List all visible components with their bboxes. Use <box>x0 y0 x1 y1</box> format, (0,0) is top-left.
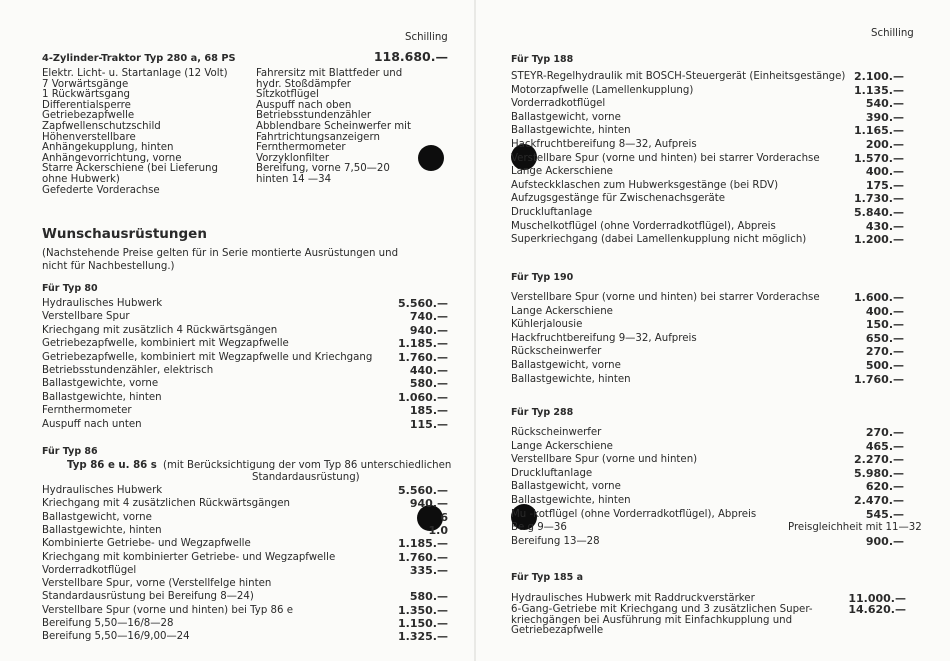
price-item-label: STEYR-Regelhydraulik mit BOSCH-Steuergerät (Einheitsgestänge) <box>511 71 846 82</box>
price-item-value: 1.0 <box>428 523 448 537</box>
price-item-label: Kombinierte Getriebe- und Wegzapfwelle <box>42 538 251 550</box>
price-item-value: 1.600.— <box>854 291 904 304</box>
equipment-item: Anhängevorrichtung, vorne <box>42 152 182 164</box>
price-item-value: 940.— <box>409 497 448 511</box>
price-item-label: Verstellbare Spur (vorne und hinten) <box>511 454 698 466</box>
price-item-label: Ballastgewicht, vorne <box>42 511 152 523</box>
price-item-note: Preisgleichheit mit 11—32 <box>788 522 922 534</box>
standard-equipment-list-2 <box>256 69 411 186</box>
price-item-value: 580.— <box>409 377 448 391</box>
equipment-item: Fernthermometer <box>256 142 346 154</box>
price-item-label: Hydraulisches Hubwerk <box>42 485 163 496</box>
price-item-value: 200.— <box>865 138 904 151</box>
equipment-item: Fahrtrichtungsanzeigern <box>256 131 380 143</box>
model-price: 118.680.— <box>373 49 448 64</box>
equipment-item: Betriebsstundenzähler <box>256 110 372 122</box>
currency-label: Schilling <box>871 28 914 39</box>
equipment-item: ohne Hubwerk) <box>42 173 120 185</box>
price-item-value: 270.— <box>865 345 904 359</box>
price-item-label: Ballastgewichte, hinten <box>42 524 162 536</box>
typ188-title: Für Typ 188 <box>511 54 574 65</box>
price-item-value: 1.730.— <box>854 192 904 206</box>
punch-hole <box>418 145 444 171</box>
equipment-item: Höhenverstellbare <box>42 131 136 143</box>
price-item-value: 430.— <box>865 219 904 233</box>
price-item-value: 900.— <box>865 534 904 548</box>
price-item-value: 650.— <box>865 331 904 345</box>
price-item-label: Rückscheinwerfer <box>511 346 602 358</box>
price-item-value: 465.— <box>865 439 904 453</box>
equipment-item: Gefederte Vorderachse <box>42 184 160 196</box>
price-item-value: 1.185.— <box>398 337 448 351</box>
section-title: Wunschausrüstungen <box>42 226 207 242</box>
equipment-item: Zapfwellenschutzschild <box>42 120 161 132</box>
price-item-label: Ballastgewicht, vorne <box>511 481 621 493</box>
equipment-item: Starre Ackerschiene (bei Lieferung <box>42 163 218 175</box>
price-item-value: 1.185.— <box>398 537 448 551</box>
price-item-label: Standardausrüstung bei Bereifung 8—24) <box>42 591 254 603</box>
price-item-value: 335.— <box>409 563 448 577</box>
price-item-label: Ballastgewichte, hinten <box>511 373 631 385</box>
price-item-label: Auspuff nach unten <box>42 418 142 430</box>
price-item-value: 620.— <box>865 480 904 494</box>
typ86-subnote-2: Standardausrüstung) <box>252 472 360 483</box>
typ185a-title: Für Typ 185 a <box>511 572 583 583</box>
price-item-value: 270.— <box>865 426 904 439</box>
price-item-label: Verstellbare Spur (vorne und hinten) bei starrer Vorderachse <box>511 292 820 303</box>
price-item-label: Aufzugsgestänge für Zwischenachsgeräte <box>511 193 726 205</box>
equipment-item: Vorzyklonfilter <box>256 152 330 164</box>
price-item-label: Ballastgewichte, hinten <box>42 391 162 403</box>
typ86-subnote-1: (mit Berücksichtigung der vom Typ 86 unterschiedlichen <box>163 460 452 471</box>
equipment-item: hydr. Stoßdämpfer <box>256 78 351 90</box>
price-item-label: Lange Ackerschiene <box>511 166 613 178</box>
equipment-item: 7 Vorwärtsgänge <box>42 78 129 90</box>
price-item-value: 1.060.— <box>398 390 448 404</box>
price-item-label: Lange Ackerschiene <box>511 440 613 452</box>
price-item-value: 1.135.— <box>854 83 904 97</box>
price-item-value: 1.760.— <box>398 350 448 364</box>
price-item-value: 2.100.— <box>854 70 904 83</box>
price-item-label: Verstellbare Spur (vorne und hinten) bei Typ 86 e <box>42 604 294 616</box>
typ86-title: Für Typ 86 <box>42 446 98 457</box>
price-item-value: 1.760.— <box>854 372 904 386</box>
price-item-value: 185.— <box>409 404 448 418</box>
price-item-label: Muschelkotflügel (ohne Vorderradkotflügel), Abpreis <box>511 220 776 232</box>
typ86-subtitle: Typ 86 e u. 86 s <box>67 460 157 471</box>
price-item-value: 150.— <box>865 318 904 332</box>
price-item-label: Hydraulisches Hubwerk <box>42 298 163 309</box>
price-item-value: 390.— <box>865 110 904 124</box>
model-title: 4-Zylinder-Traktor Typ 280 a, 68 PS <box>42 53 236 64</box>
price-item-label: Hydraulisches Hubwerk mit Raddruckverstärker <box>511 593 755 604</box>
equipment-item: Sitzkotflügel <box>256 89 319 101</box>
price-item-value: 6 <box>440 510 448 524</box>
price-item-label: Verstellbare Spur <box>42 311 130 323</box>
price-item-label: Ballastgewichte, hinten <box>511 125 631 137</box>
price-item-value: 1.350.— <box>398 603 448 617</box>
price-item-label: kriechgängen bei Ausführung mit Einfachkupplung und <box>511 614 793 626</box>
price-item-label: Verstellbare Spur (vorne und hinten) bei starrer Vorderachse <box>511 152 820 164</box>
price-item-value: 740.— <box>409 310 448 324</box>
typ80-title: Für Typ 80 <box>42 283 98 294</box>
price-item-value: 175.— <box>865 178 904 192</box>
price-item-label: Bereifung 5,50—16/8—28 <box>42 618 174 629</box>
price-item-label: Druckluftanlage <box>511 207 593 218</box>
price-item-label: Ballastgewichte, hinten <box>511 495 631 506</box>
price-item-value: 5.980.— <box>854 466 904 480</box>
price-item-label: Aufsteckklaschen zum Hubwerksgestänge (bei RDV) <box>511 179 779 191</box>
price-item-label: Betriebsstundenzähler, elektrisch <box>42 365 214 376</box>
price-item-value: 5.560.— <box>398 297 448 310</box>
left-page <box>0 0 474 661</box>
price-item-value: 1.165.— <box>854 124 904 138</box>
equipment-item: Bereifung, vorne 7,50—20 <box>256 163 390 175</box>
price-item-label: Hackfruchtbereifung 8—32, Aufpreis <box>511 139 697 150</box>
price-item-label: Fernthermometer <box>42 405 132 417</box>
equipment-item: 1 Rückwärtsgang <box>42 89 130 101</box>
price-item-label: Kriechgang mit zusätzlich 4 Rückwärtsgängen <box>42 324 278 336</box>
price-item-value: 440.— <box>409 364 448 377</box>
price-item-label: Bereifung 13—28 <box>511 535 600 547</box>
price-item-value: 500.— <box>865 359 904 372</box>
price-item-value: 1.325.— <box>398 630 448 644</box>
price-item-label: Verstellbare Spur, vorne (Verstellfelge hinten <box>42 578 272 590</box>
equipment-item: Auspuff nach oben <box>256 99 352 111</box>
equipment-item: Anhängekupplung, hinten <box>42 142 174 154</box>
price-item-label: Ballastgewichte, vorne <box>42 378 159 390</box>
equipment-item: Abblendbare Scheinwerfer mit <box>256 120 412 132</box>
price-item-value: 1.200.— <box>854 233 904 247</box>
equipment-item: Getriebezapfwelle <box>42 110 135 122</box>
price-item-label: Kühlerjalousie <box>511 319 583 331</box>
price-item-value: 540.— <box>865 97 904 111</box>
price-item-label: Mu -kotflügel (ohne Vorderradkotflügel), Abpreis <box>511 508 757 520</box>
equipment-item: hinten 14 —34 <box>256 173 332 185</box>
price-item-label: Vorderradkotflügel <box>42 564 137 576</box>
price-item-value: 14.620.— <box>848 602 906 616</box>
price-item-value: 1.570.— <box>854 151 904 165</box>
price-item-label: Superkriechgang (dabei Lamellenkupplung nicht möglich) <box>511 234 807 246</box>
price-item-value: 580.— <box>409 590 448 604</box>
right-page <box>476 0 950 661</box>
price-item-value: 11.000.— <box>848 592 906 605</box>
price-item-value: 115.— <box>409 417 448 431</box>
price-item-value: 2.470.— <box>854 494 904 507</box>
price-item-label: Ballastgewicht, vorne <box>511 111 621 123</box>
price-item-label: Motorzapfwelle (Lamellenkupplung) <box>511 84 694 96</box>
price-item-label: Ballastgewicht, vorne <box>511 360 621 371</box>
equipment-item: Fahrersitz mit Blattfeder und <box>256 68 403 79</box>
typ190-title: Für Typ 190 <box>511 272 574 283</box>
price-item-value: 400.— <box>865 165 904 179</box>
price-item-label: Kriechgang mit kombinierter Getriebe- und Wegzapfwelle <box>42 551 336 563</box>
price-item-value: 5.840.— <box>854 206 904 219</box>
price-item-label: Getriebezapfwelle <box>511 625 604 637</box>
equipment-item: Elektr. Licht- u. Startanlage (12 Volt) <box>42 68 228 79</box>
price-item-value: 545.— <box>865 507 904 521</box>
price-item-label: Lange Ackerschiene <box>511 305 613 317</box>
section-note: (Nachstehende Preise gelten für in Serie montierte Ausrüstungen und nicht für Nachbestellung.) <box>42 248 399 272</box>
standard-equipment-list-1 <box>42 69 228 196</box>
price-item-label: Rückscheinwerfer <box>511 427 602 438</box>
price-item-label: Druckluftanlage <box>511 467 593 479</box>
price-item-label: Hackfruchtbereifung 9—32, Aufpreis <box>511 332 697 344</box>
currency-label: Schilling <box>405 32 448 43</box>
price-item-value: 2.270.— <box>854 453 904 467</box>
price-item-label: 6-Gang-Getriebe mit Kriechgang und 3 zusätzlichen Super- <box>511 603 813 615</box>
typ288-title: Für Typ 288 <box>511 407 574 418</box>
price-item-label: Kriechgang mit 4 zusätzlichen Rückwärtsgängen <box>42 498 290 510</box>
price-item-label: Bereifung 5,50—16/9,00—24 <box>42 631 190 643</box>
price-item-value: 1.150.— <box>398 617 448 630</box>
price-item-value: 5.560.— <box>398 484 448 497</box>
equipment-item: Differentialsperre <box>42 99 131 111</box>
price-item-value: 940.— <box>409 323 448 337</box>
price-item-label: Getriebezapfwelle, kombiniert mit Wegzapfwelle und Kriechgang <box>42 351 373 363</box>
price-item-value: 1.760.— <box>398 550 448 564</box>
price-item-label: Be g 9—36 <box>511 522 567 534</box>
price-item-label: Getriebezapfwelle, kombiniert mit Wegzapfwelle <box>42 338 289 350</box>
price-item-label: Vorderradkotflügel <box>511 98 606 110</box>
price-item-value: 400.— <box>865 304 904 318</box>
